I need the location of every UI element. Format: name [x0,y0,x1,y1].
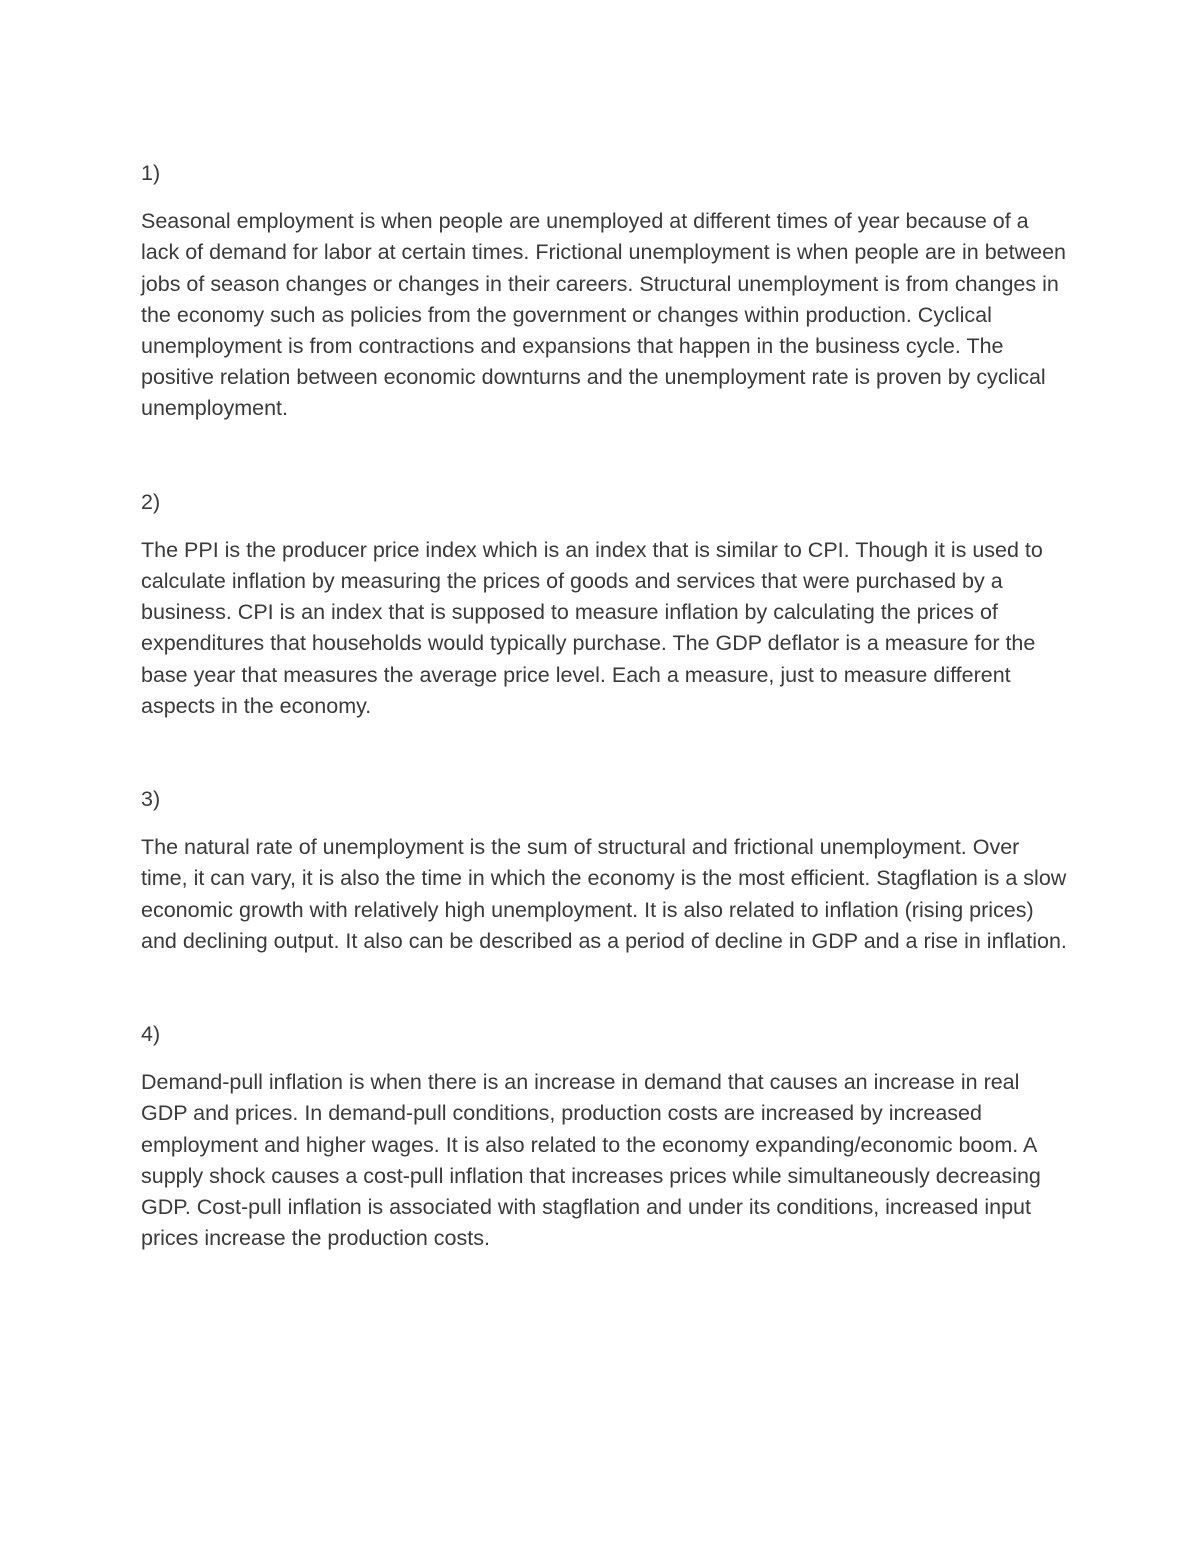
document-content [141,158,1071,1316]
section-number: 1) [141,161,161,185]
section-number: 2) [141,489,161,514]
section-paragraph: Demand-pull inflation is when there is an increase in demand that causes an increase in real GDP and prices. In demand-pull conditions, production costs are increased by increased employment and higher wages. It is also related to the economy expanding/economic boom. A supply shock causes a cost-pull inflation that increases prices while simultaneously decreasing GDP. Cost-pull inflation is associated with stagflation and under its conditions, increased input prices increase the production costs. [141,1070,1041,1251]
answer-section-4 [141,1019,1071,1254]
section-number: 3) [141,787,161,812]
section-paragraph: The natural rate of unemployment is the sum of structural and frictional unemployment. Over time, it can vary, it is also the time in which the economy is the most efficient. Stagflation is a slow economic growth with relatively high unemployment. It is also related to inflation (rising prices) and declining output. It also can be described as a period of decline in GDP and a rise in inflation. [141,835,1067,953]
answer-section-1 [141,158,1071,425]
section-paragraph: Seasonal employment is when people are unemployed at different times of year because of a lack of demand for labor at certain times. Frictional unemployment is when people are in between jobs of season changes or changes in their careers. Structural unemployment is from changes in the economy such as policies from the government or changes within production. Cyclical unemployment is from contractions and expansions that happen in the business cycle. The positive relation between economic downturns and the unemployment rate is proven by cyclical unemployment. [141,209,1066,421]
section-paragraph: The PPI is the producer price index which is an index that is similar to CPI. Though it is used to calculate inflation by measuring the prices of goods and services that were purchased by a business. CPI is an index that is supposed to measure inflation by calculating the prices of expenditures that households would typically purchase. The GDP deflator is a measure for the base year that measures the average price level. Each a measure, just to measure different aspects in the economy. [141,537,1043,718]
answer-section-3 [141,784,1071,957]
answer-section-2 [141,487,1071,722]
section-number: 4) [141,1022,161,1047]
